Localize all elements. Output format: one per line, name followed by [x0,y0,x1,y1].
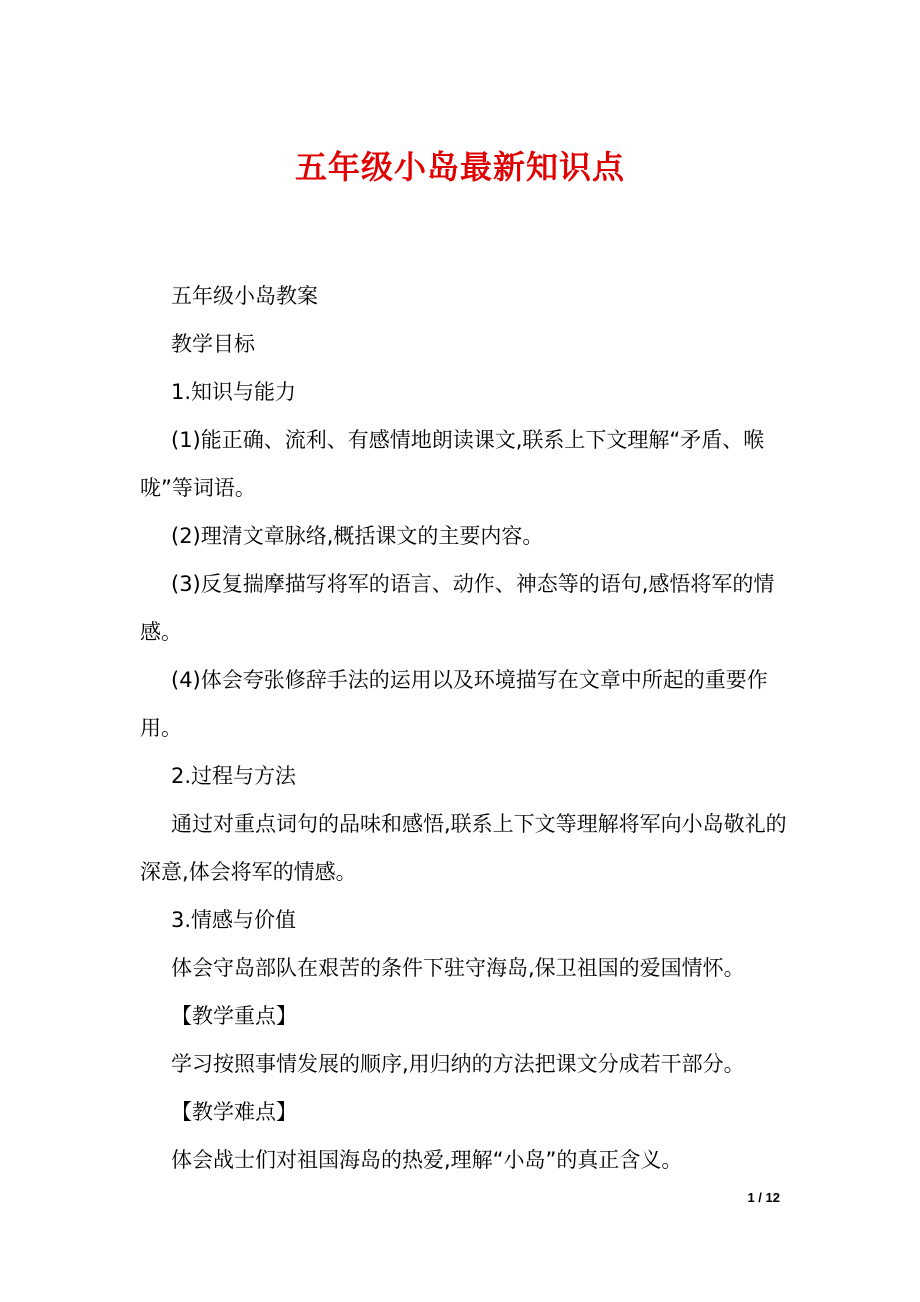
document-body [140,272,790,1184]
paragraph-key-point: 学习按照事情发展的顺序,用归纳的方法把课文分成若干部分。 [171,1052,745,1076]
paragraph-key-point-heading: 【教学重点】 [171,1004,297,1028]
paragraph-knowledge-ability: 1.知识与能力 [171,380,297,404]
paragraph-emotion-detail: 体会守岛部队在艰苦的条件下驻守海岛,保卫祖国的爱国情怀。 [171,956,745,980]
document-title: 五年级小岛最新知识点 [294,148,625,186]
paragraph-emotion-value: 3.情感与价值 [171,908,297,932]
paragraph-goal-1: (1)能正确、流利、有感情地朗读课文,联系上下文理解“矛盾、喉咙”等词语。 [140,428,765,500]
paragraph-difficulty-heading: 【教学难点】 [171,1100,297,1124]
paragraph-process-method: 2.过程与方法 [171,764,297,788]
paragraph-difficulty: 体会战士们对祖国海岛的热爱,理解“小岛”的真正含义。 [171,1148,683,1172]
paragraph-goal-3: (3)反复揣摩描写将军的语言、动作、神态等的语句,感悟将军的情感。 [140,572,775,644]
paragraph-lesson-plan: 五年级小岛教案 [171,284,318,308]
page-number: 1 / 12 [747,1190,780,1205]
paragraph-process-detail: 通过对重点词句的品味和感悟,联系上下文等理解将军向小岛敬礼的深意,体会将军的情感。 [140,812,787,884]
paragraph-goal-4: (4)体会夸张修辞手法的运用以及环境描写在文章中所起的重要作用。 [140,668,768,740]
paragraph-goal-2: (2)理清文章脉络,概括课文的主要内容。 [171,524,544,548]
paragraph-teaching-goals: 教学目标 [171,332,255,356]
